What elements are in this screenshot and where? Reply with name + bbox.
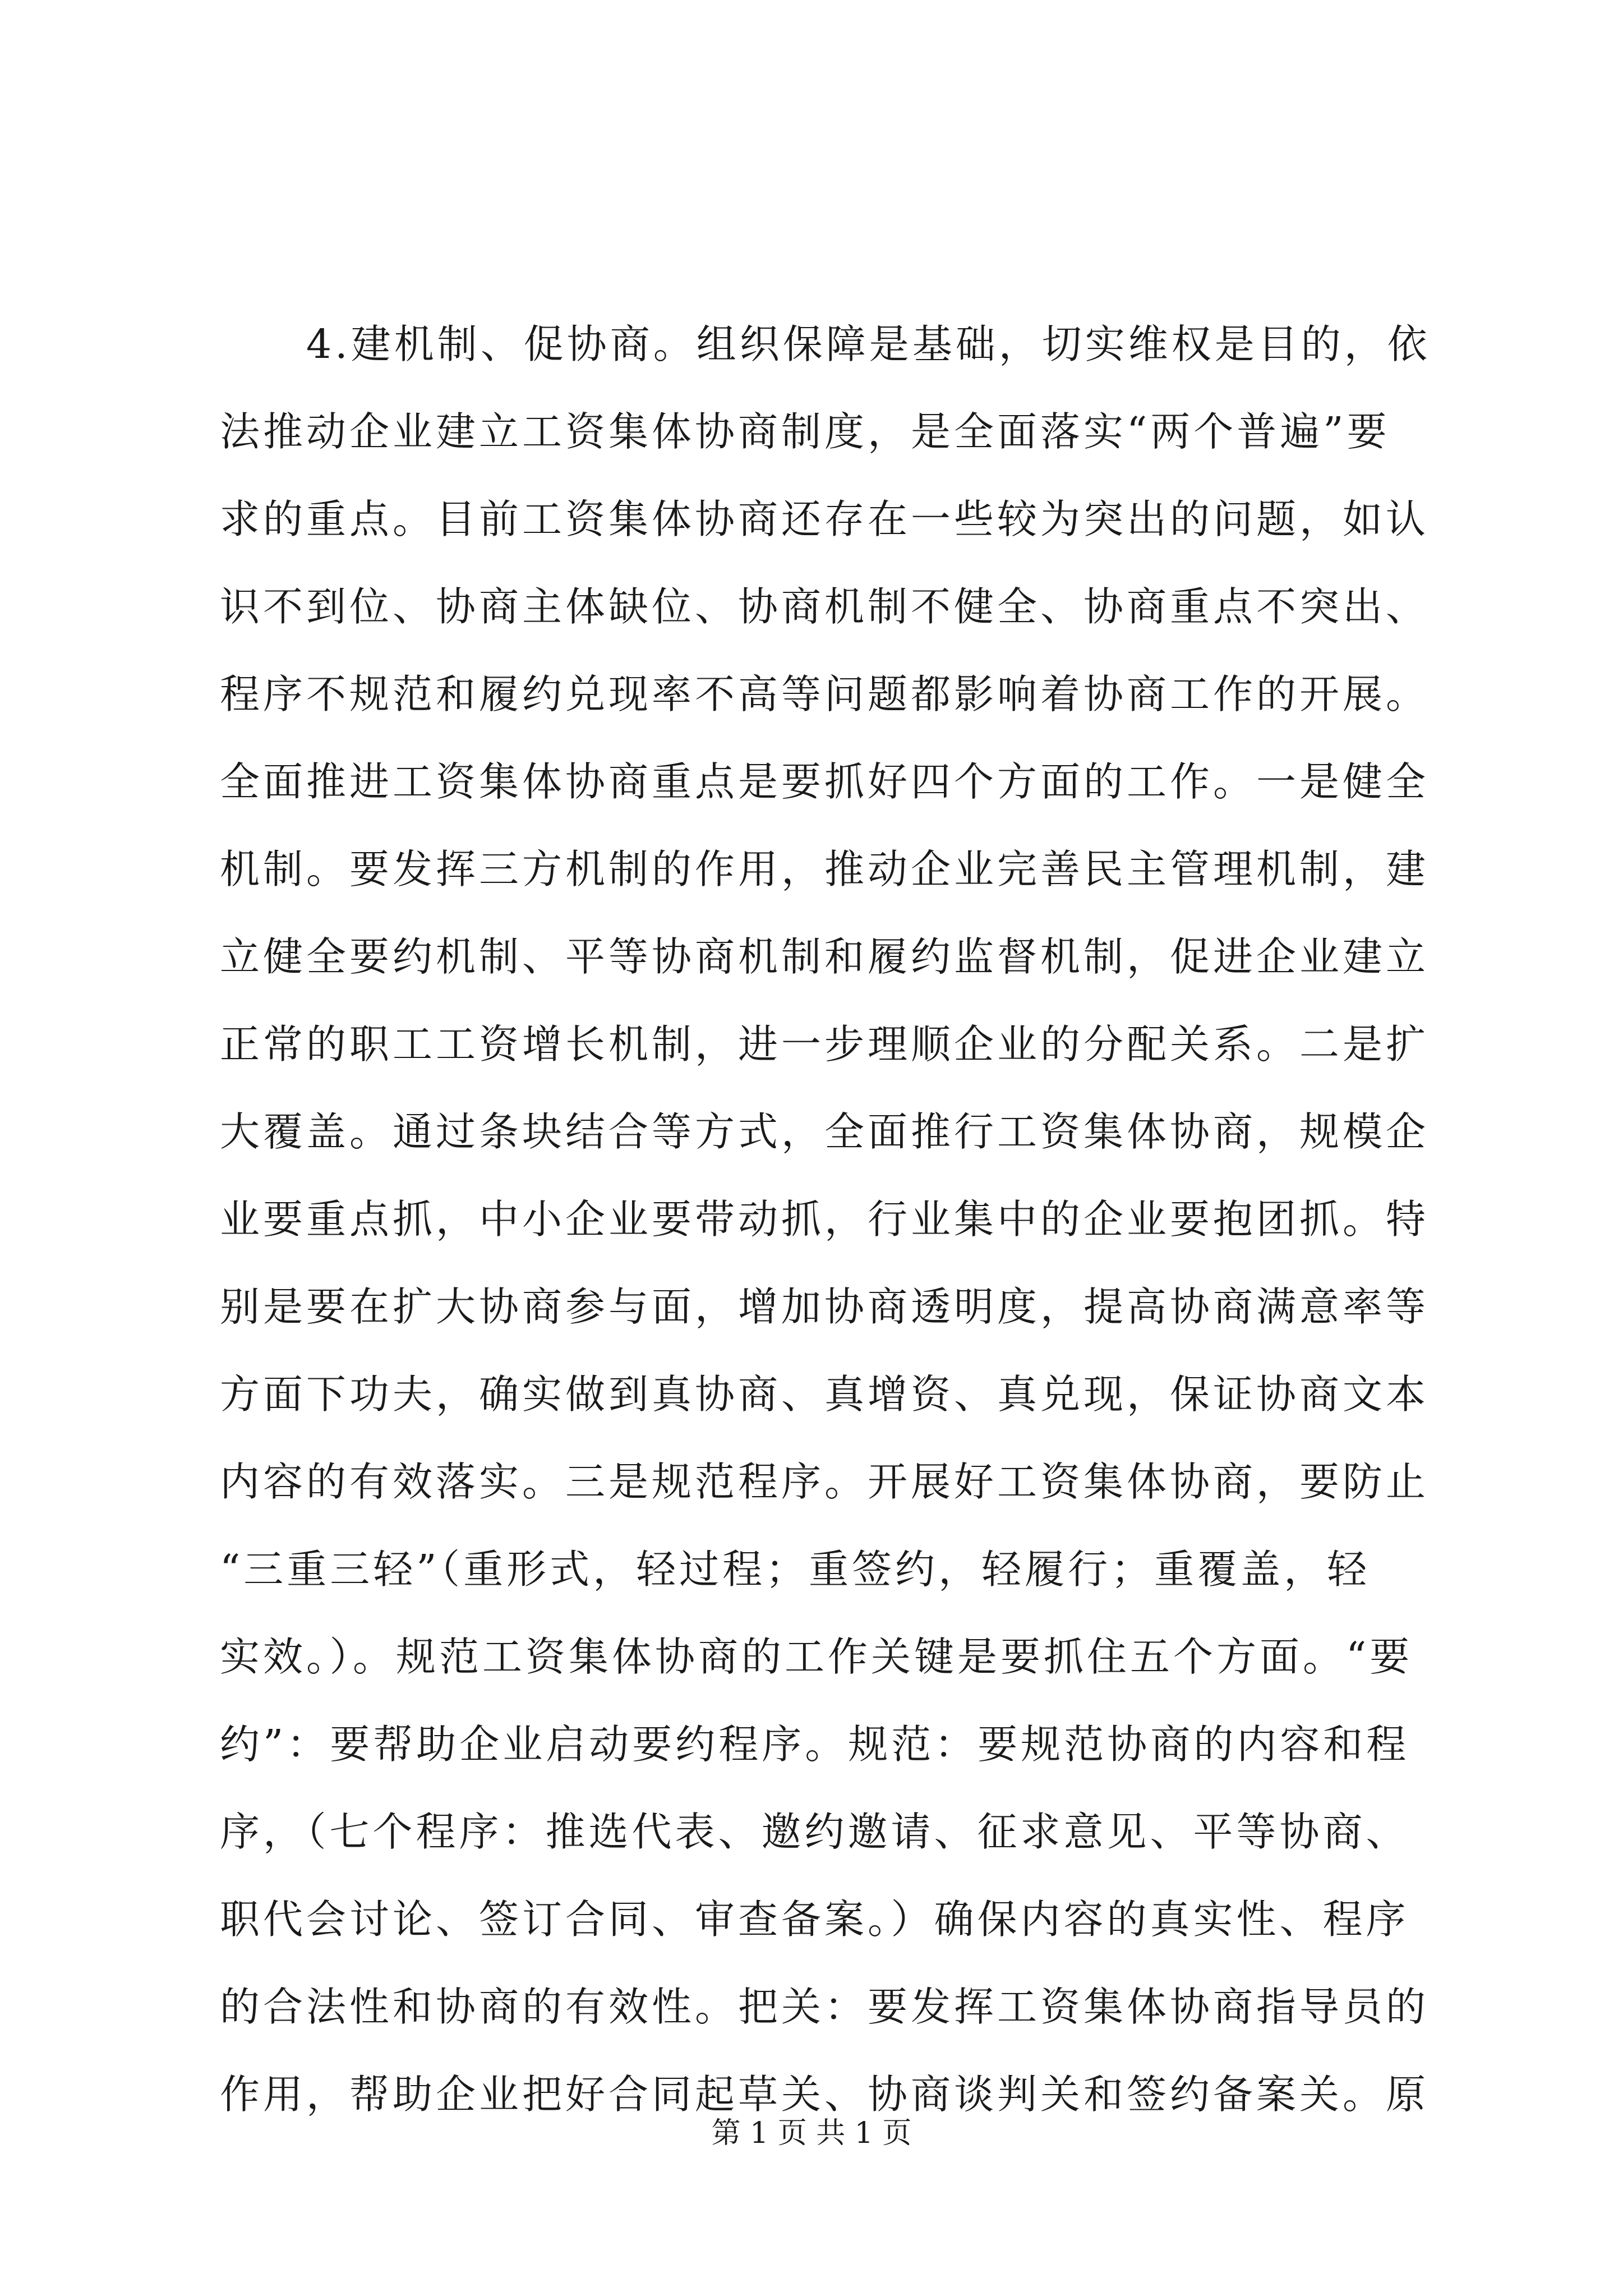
text-line: 机制。要发挥三方机制的作用，推动企业完善民主管理机制，建 bbox=[220, 846, 1430, 892]
text-line: 职代会讨论、签订合同、审查备案。）确保内容的真实性、程序 bbox=[220, 1896, 1409, 1943]
text-line: 4.建机制、促协商。组织保障是基础，切实维权是目的，依 bbox=[220, 321, 1431, 367]
text-line: 实效。）。规范工资集体协商的工作关键是要抓住五个方面。“要 bbox=[220, 1634, 1413, 1680]
text-line: 全面推进工资集体协商重点是要抓好四个方面的工作。一是健全 bbox=[220, 758, 1430, 805]
text-line: 业要重点抓，中小企业要带动抓，行业集中的企业要抱团抓。特 bbox=[220, 1196, 1430, 1243]
text-line: 序，（七个程序：推选代表、邀约邀请、征求意见、平等协商、 bbox=[220, 1809, 1409, 1855]
text-line: 求的重点。目前工资集体协商还存在一些较为突出的问题，如认 bbox=[220, 496, 1430, 542]
body-paragraph bbox=[220, 301, 1431, 2138]
text-line: 方面下功夫，确实做到真协商、真增资、真兑现，保证协商文本 bbox=[220, 1371, 1430, 1418]
text-line: 立健全要约机制、平等协商机制和履约监督机制，促进企业建立 bbox=[220, 933, 1430, 980]
page-number-footer: 第 1 页 共 1 页 bbox=[711, 2116, 912, 2150]
text-line: 的合法性和协商的有效性。把关：要发挥工资集体协商指导员的 bbox=[220, 1984, 1430, 2030]
text-line: 大覆盖。通过条块结合等方式，全面推行工资集体协商，规模企 bbox=[220, 1108, 1430, 1155]
text-line: 内容的有效落实。三是规范程序。开展好工资集体协商，要防止 bbox=[220, 1458, 1430, 1505]
text-line: 正常的职工工资增长机制，进一步理顺企业的分配关系。二是扩 bbox=[220, 1021, 1430, 1068]
text-line: 作用，帮助企业把好合同起草关、协商谈判关和签约备案关。原 bbox=[220, 2071, 1430, 2118]
text-line: 别是要在扩大协商参与面，增加协商透明度，提高协商满意率等 bbox=[220, 1283, 1430, 1330]
text-line: 识不到位、协商主体缺位、协商机制不健全、协商重点不突出、 bbox=[220, 583, 1430, 630]
text-line: 程序不规范和履约兑现率不高等问题都影响着协商工作的开展。 bbox=[220, 671, 1430, 717]
text-line: “三重三轻”（重形式，轻过程；重签约，轻履行；重覆盖，轻 bbox=[220, 1546, 1371, 1593]
text-line: 约”：要帮助企业启动要约程序。规范：要规范协商的内容和程 bbox=[220, 1721, 1410, 1768]
text-line: 法推动企业建立工资集体协商制度，是全面落实“两个普遍”要 bbox=[220, 408, 1390, 455]
